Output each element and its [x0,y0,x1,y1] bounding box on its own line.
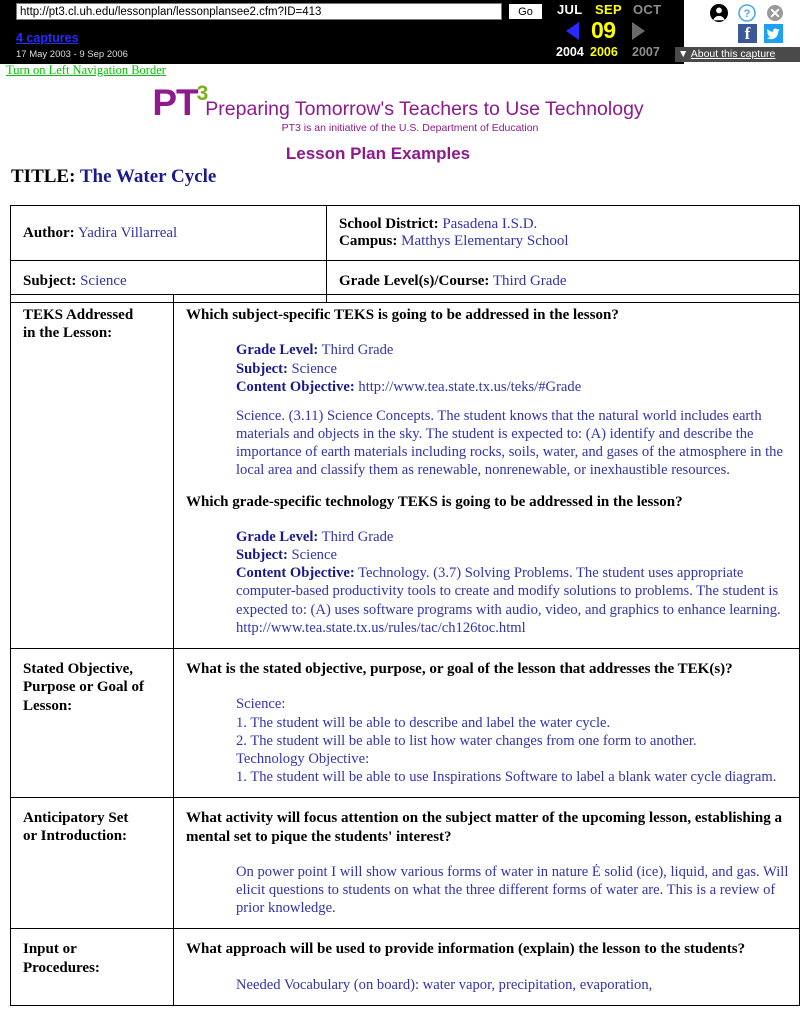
objective-answer [236,695,789,786]
grade-level-label: Grade Level: [236,528,319,545]
input-question: What approach will be used to provide information (explain) the lesson to the students? [186,941,746,958]
twitter-icon[interactable] [764,24,783,43]
year-current-label: 2006 [590,45,618,59]
objective-line: Technology Objective: [236,750,370,767]
wayback-toolbar [0,0,800,64]
spacer [236,396,789,407]
content-objective-label: Content Objective: [236,565,355,582]
spacer [186,517,789,528]
subject-label: Subject: [236,547,288,564]
campus-value: Matthys Elementary School [401,233,569,249]
spacer [186,965,789,976]
district-label: School District: [339,216,439,232]
objective-content-cell [174,648,800,797]
grade-level-label: Grade Level: [236,342,319,359]
row-label-teks [11,295,174,649]
content-objective-url: http://www.tea.state.tx.us/teks/#Grade [358,378,582,395]
subject-label: Subject: [23,273,77,289]
wayback-left-panel [0,0,540,64]
wayback-url-row [16,3,543,20]
spacer [186,330,789,341]
page-heading: Lesson Plan Examples [285,144,471,163]
spacer [186,684,789,695]
grade-value: Third Grade [492,273,567,289]
lesson-meta-table [10,205,800,303]
input-content-cell [174,929,800,1006]
anticipatory-answer: On power point I will show various forms of water in nature Ė solid (ice), liquid, and gas. Will elicit questions to students on what the three different forms of water are. This is a review of prior knowledge. [236,864,789,917]
pt3-logo-letters: PT [152,82,198,123]
school-cell [327,206,800,261]
content-objective-label: Content Objective: [236,378,355,395]
capture-day-label: 09 [591,17,616,43]
grade-label: Grade Level(s)/Course: [339,273,490,289]
facebook-icon[interactable]: f [738,24,757,43]
svg-text:?: ? [743,8,751,20]
row-label-line: Stated Objective, [23,660,133,677]
year-next-label[interactable]: 2007 [632,45,660,59]
archive-url-input[interactable] [16,3,502,20]
page-title-label: TITLE: [11,166,76,187]
input-answer: Needed Vocabulary (on board): water vapor, precipitation, evaporation, [236,976,653,993]
objective-question: What is the stated objective, purpose, or goal of the lesson that addresses the TEK(s)? [186,660,733,677]
about-this-capture-label: About this capture [690,48,776,60]
capture-date-range: 17 May 2003 - 9 Sep 2006 [16,49,128,60]
teks-technology-url: http://www.tea.state.tx.us/rules/tac/ch126toc.html [236,619,526,636]
row-label-line: Input or [23,941,77,958]
objective-line: 1. The student will be able to use Inspirations Software to label a blank water cycle diagram. [236,768,777,785]
teks-block-1 [236,341,789,479]
year-prev-label[interactable]: 2004 [556,45,584,59]
anticipatory-content-cell [174,798,800,929]
teks-content-cell [174,295,800,649]
table-row [11,206,800,261]
pt3-logo-subtitle: PT3 is an initiative of the U.S. Department of Education [281,122,539,134]
page-title [11,166,216,188]
objective-line: 2. The student will be able to list how water changes from one form to another. [236,732,697,749]
subject-value: Science [80,273,127,289]
pt3-logo-superscript: 3 [196,82,209,105]
row-label-line: Purpose or Goal of [23,679,144,696]
author-cell [11,206,327,261]
row-label-line: Procedures: [23,959,100,976]
table-row [11,648,800,797]
page-title-value: The Water Cycle [79,166,217,187]
row-label-input-procedures [11,929,174,1006]
next-capture-arrow-icon[interactable] [632,22,645,40]
month-next-label[interactable]: OCT [633,2,662,17]
spacer [186,852,789,863]
row-label-line: in the Lesson: [23,325,113,342]
captures-count-link[interactable]: 4 captures [16,31,79,45]
row-label-line: Lesson: [23,697,73,714]
lesson-plan-table [10,294,800,1006]
teks-block-2 [236,528,789,637]
table-row [11,798,800,929]
about-caret-icon: ▼ [678,48,689,60]
teks-science-standard-text: Science. (3.11) Science Concepts. The student knows that the natural world includes earth materials and objects in the sky. The student is expected to: (A) identify and describe the importance of earth materials including rocks, soils, water, and gases of the atmosphere in the local area and classify them as renewable, nonrenewable, or inexhaustible resources. [236,407,783,479]
month-current-label: SEP [595,2,622,17]
author-value: Yadira Villarreal [77,224,178,241]
anticipatory-question: What activity will focus attention on the subject matter of the upcoming lesson, establishing a mental set to pique the students' interest? [186,810,782,845]
objective-line: 1. The student will be able to describe and label the water cycle. [236,714,611,731]
campus-label: Campus: [339,233,398,249]
teks-question-1: Which subject-specific TEKS is going to be addressed in the lesson? [186,307,619,323]
subject-label: Subject: [236,360,288,377]
grade-level-value: Third Grade [321,342,394,359]
table-row [11,295,800,649]
row-label-line: or Introduction: [23,828,128,845]
about-this-capture-button[interactable] [675,47,800,62]
pt3-logo [152,82,647,134]
row-label-line: TEKS Addressed [23,307,134,323]
month-prev-label[interactable]: JUL [557,2,583,17]
objective-line: Science: [236,696,286,713]
content-objective-text: Technology. (3.7) Solving Problems. The student uses appropriate computer-based productivity tools to create and modify solutions to problems. The student is expected to: (A) uses software programs with audio, video, and graphics to enhance learning. [236,565,781,618]
subject-value: Science [291,360,337,377]
pt3-logo-tagline: Preparing Tomorrow's Teachers to Use Technology [205,98,644,120]
previous-capture-arrow-icon[interactable] [566,22,579,40]
row-label-line: Anticipatory Set [23,810,129,827]
row-label-stated-objective [11,648,174,797]
pt3-logo-block [0,82,800,164]
user-account-icon[interactable] [709,3,729,28]
district-value: Pasadena I.S.D. [442,216,538,232]
row-label-anticipatory-set [11,798,174,929]
go-button[interactable]: Go [508,3,543,20]
wayback-timeline [548,0,680,64]
turn-on-left-navigation-link[interactable]: Turn on Left Navigation Border [6,63,166,77]
grade-level-value: Third Grade [321,528,394,545]
teks-question-2: Which grade-specific technology TEKS is going to be addressed in the lesson? [186,493,683,510]
subject-value: Science [291,547,337,564]
author-label: Author: [23,224,75,241]
table-row [11,929,800,1006]
